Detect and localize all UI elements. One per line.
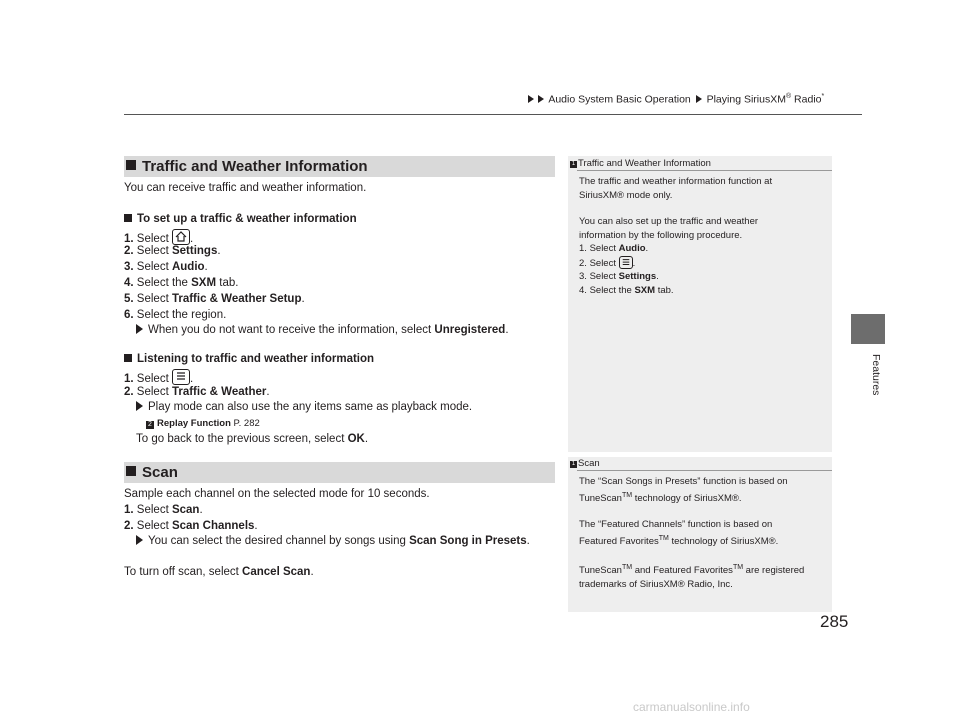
listen-note: Play mode can also use the any items same as playback mode. [136, 401, 472, 413]
watermark: carmanualsonline.info [633, 700, 750, 714]
page-number: 285 [820, 612, 849, 631]
reference-icon: 2 [146, 421, 154, 429]
result-arrow-icon [136, 401, 143, 411]
setup-step-4: 4. Select the SXM tab. [124, 277, 239, 289]
note-icon: 1 [571, 461, 576, 467]
breadcrumb-part2[interactable]: Playing SiriusXM [706, 93, 786, 106]
note-icon: 1 [571, 161, 576, 167]
menu-icon [619, 256, 633, 269]
listen-heading: Listening to traffic and weather information [124, 353, 374, 365]
header-divider [124, 114, 862, 115]
note-traffic-rule [577, 170, 832, 171]
menu-icon [172, 369, 190, 385]
replay-function-ref[interactable]: 2 Replay Function P. 282 [146, 418, 260, 429]
note-traffic-title: 1 Traffic and Weather Information [571, 158, 711, 169]
scan-off: To turn off scan, select Cancel Scan. [124, 566, 314, 578]
breadcrumb-arrow-icon [538, 95, 544, 103]
breadcrumb-star: * [821, 93, 825, 100]
scan-intro: Sample each channel on the selected mode for 10 seconds. [124, 488, 430, 500]
scan-note: You can select the desired channel by songs using Scan Song in Presets. [136, 535, 530, 547]
breadcrumb-arrow-icon [528, 95, 534, 103]
scan-step-2: 2. Select Scan Channels. [124, 520, 258, 532]
scan-step-1: 1. Select Scan. [124, 504, 203, 516]
note-traffic-body: The traffic and weather information function at SiriusXM® mode only. You can also set up the traffic and weather information by the following procedure. 1. Select Audio. 2. Select . 3. Select Settings. 4. Select the SXM tab. [579, 176, 773, 296]
listen-step-2: 2. Select Traffic & Weather. [124, 386, 270, 398]
setup-step-6: 6. Select the region. [124, 309, 227, 321]
note-scan-body: The “Scan Songs in Presets” function is based on TuneScan™ technology of SiriusXM®. The “Featured Channels” function is based on Featured Favorites™ technology of SiriusXM®. TuneScan™ and Featured Favorites™ are registered trademarks of SiriusXM® Radio, Inc. [579, 476, 805, 590]
breadcrumb-reg: ® [785, 93, 792, 100]
note-scan-rule [577, 470, 832, 471]
setup-step-3: 3. Select Audio. [124, 261, 208, 273]
section-heading-traffic: Traffic and Weather Information [124, 156, 555, 177]
setup-step-1: 1. Select . [124, 229, 193, 245]
section-heading-scan: Scan [124, 462, 555, 483]
setup-note: When you do not want to receive the information, select Unregistered. [136, 324, 509, 336]
home-icon [172, 229, 190, 245]
setup-heading: To set up a traffic & weather information [124, 213, 357, 225]
traffic-intro: You can receive traffic and weather information. [124, 182, 367, 194]
note-scan-title: 1 Scan [571, 458, 600, 469]
result-arrow-icon [136, 535, 143, 545]
back-instruction: To go back to the previous screen, select OK. [136, 433, 369, 445]
setup-step-5: 5. Select Traffic & Weather Setup. [124, 293, 305, 305]
breadcrumb-arrow-icon [696, 95, 702, 103]
side-tab-marker [851, 314, 885, 344]
listen-step-1: 1. Select . [124, 369, 193, 385]
result-arrow-icon [136, 324, 143, 334]
setup-step-2: 2. Select Settings. [124, 245, 221, 257]
side-tab-label: Features [870, 354, 882, 396]
breadcrumb [526, 93, 824, 106]
breadcrumb-part2b: Radio [791, 93, 822, 106]
breadcrumb-part1[interactable]: Audio System Basic Operation [548, 93, 691, 106]
